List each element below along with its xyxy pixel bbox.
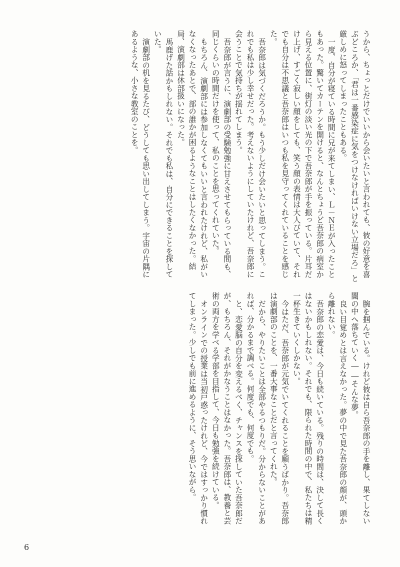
paragraph: 馬鹿げた話かもしれない。それでも私は、自分にできることを探していた。 xyxy=(153,30,174,278)
lower-text-block xyxy=(28,292,372,532)
paragraph: 腕を掴んでいる。けれど彼は自ら吾奈郎の手を離し、果てしない闇の中へ落ちていく――そんな夢。 xyxy=(350,292,371,525)
paragraph: だから、やりたいことは全部やるつもりだ。分からないことがあれば、分かるまで調べる。何度でも、何度でも。 xyxy=(246,292,267,525)
paragraph: うから、ちょっとだけでいいから会いたいと言われても、彼の好意を喜ぶどころか、「君は一番感染症に気をつけなければいけない立場だろ」と厳しめに怒ってしまったこともある。 xyxy=(338,30,371,282)
paragraph: もちろん、演劇部には参加しなくてもいいと言われたけれど、私がいなくなったあとで、部の誰かが困るようなことはしたくなかった。結局、演劇部は休部扱いになった。 xyxy=(176,30,209,278)
paragraph: 吾奈郎の恋愛は、今日も続いている。残りの時間は、決して長くはないかもしれない。それでも、限られた時間の中で、私たちは精一杯生きていくしかない。 xyxy=(292,292,325,525)
page-number: 6 xyxy=(24,543,30,552)
paragraph: 今はただ、吾奈郎が元気でいてくれることを願うばかり。吾奈郎は演劇部のことを、一番大事なことだと言ってくれた。 xyxy=(269,292,290,525)
paragraph: と、恋愛脳の自分を変えるべく、チャンスを探していた吾奈郎だが、もちろん、それがかなうことはなかった。吾奈郎は、教養と芸術の両方を学べる学部を目指して、今日も勉強を続けている。 xyxy=(211,292,244,525)
paragraph: 良い目覚めとは言えなかった。夢の中で見た吾奈郎の顔が、頭から離れない。 xyxy=(327,292,348,525)
paragraph: 演劇部の机を見るたび、どうしても思い出してしまう。宇宙の片隅にあるような、小さな教室のことを。 xyxy=(130,30,151,278)
upper-text-block xyxy=(30,30,372,282)
paragraph: 一度、自分が寝ている時間に兄が来てしまい、Ｌ－ＮＥが入ったこともあった。驚いてカーテンを開けると、なんとちょうど吾奈郎の病室から見える位置に、街灯の淡い光の下で吾奈郎が手を振っている。片耳だけ上げ、すごく寂しい顔をしても、笑う顔の表情は大人びていて、それでも自分は不思議と吾奈郎はいつも私を見守ってくれていることを感じた。 xyxy=(269,30,337,278)
paragraph: オンラインでの授業は当初戸惑ったけれど、今ではすっかり慣れてしまった。少しでも前に進めるように、そう思いながら。 xyxy=(188,292,209,525)
paragraph: 吾奈郎は気づくだろうか。もう少しだけ会いたいと思ってしまう。これでも私は少し幸せだった。考えないようにしていたけれど、吾奈郎に会うことで気持ちが揺れてしまう。 xyxy=(234,30,267,278)
paragraph: 吾奈郎が言うに、演劇部の受験勉強に甘えさせてもらっている間も、同じくらいの時間だけを使って、私のことを思ってくれていた。 xyxy=(211,30,232,278)
